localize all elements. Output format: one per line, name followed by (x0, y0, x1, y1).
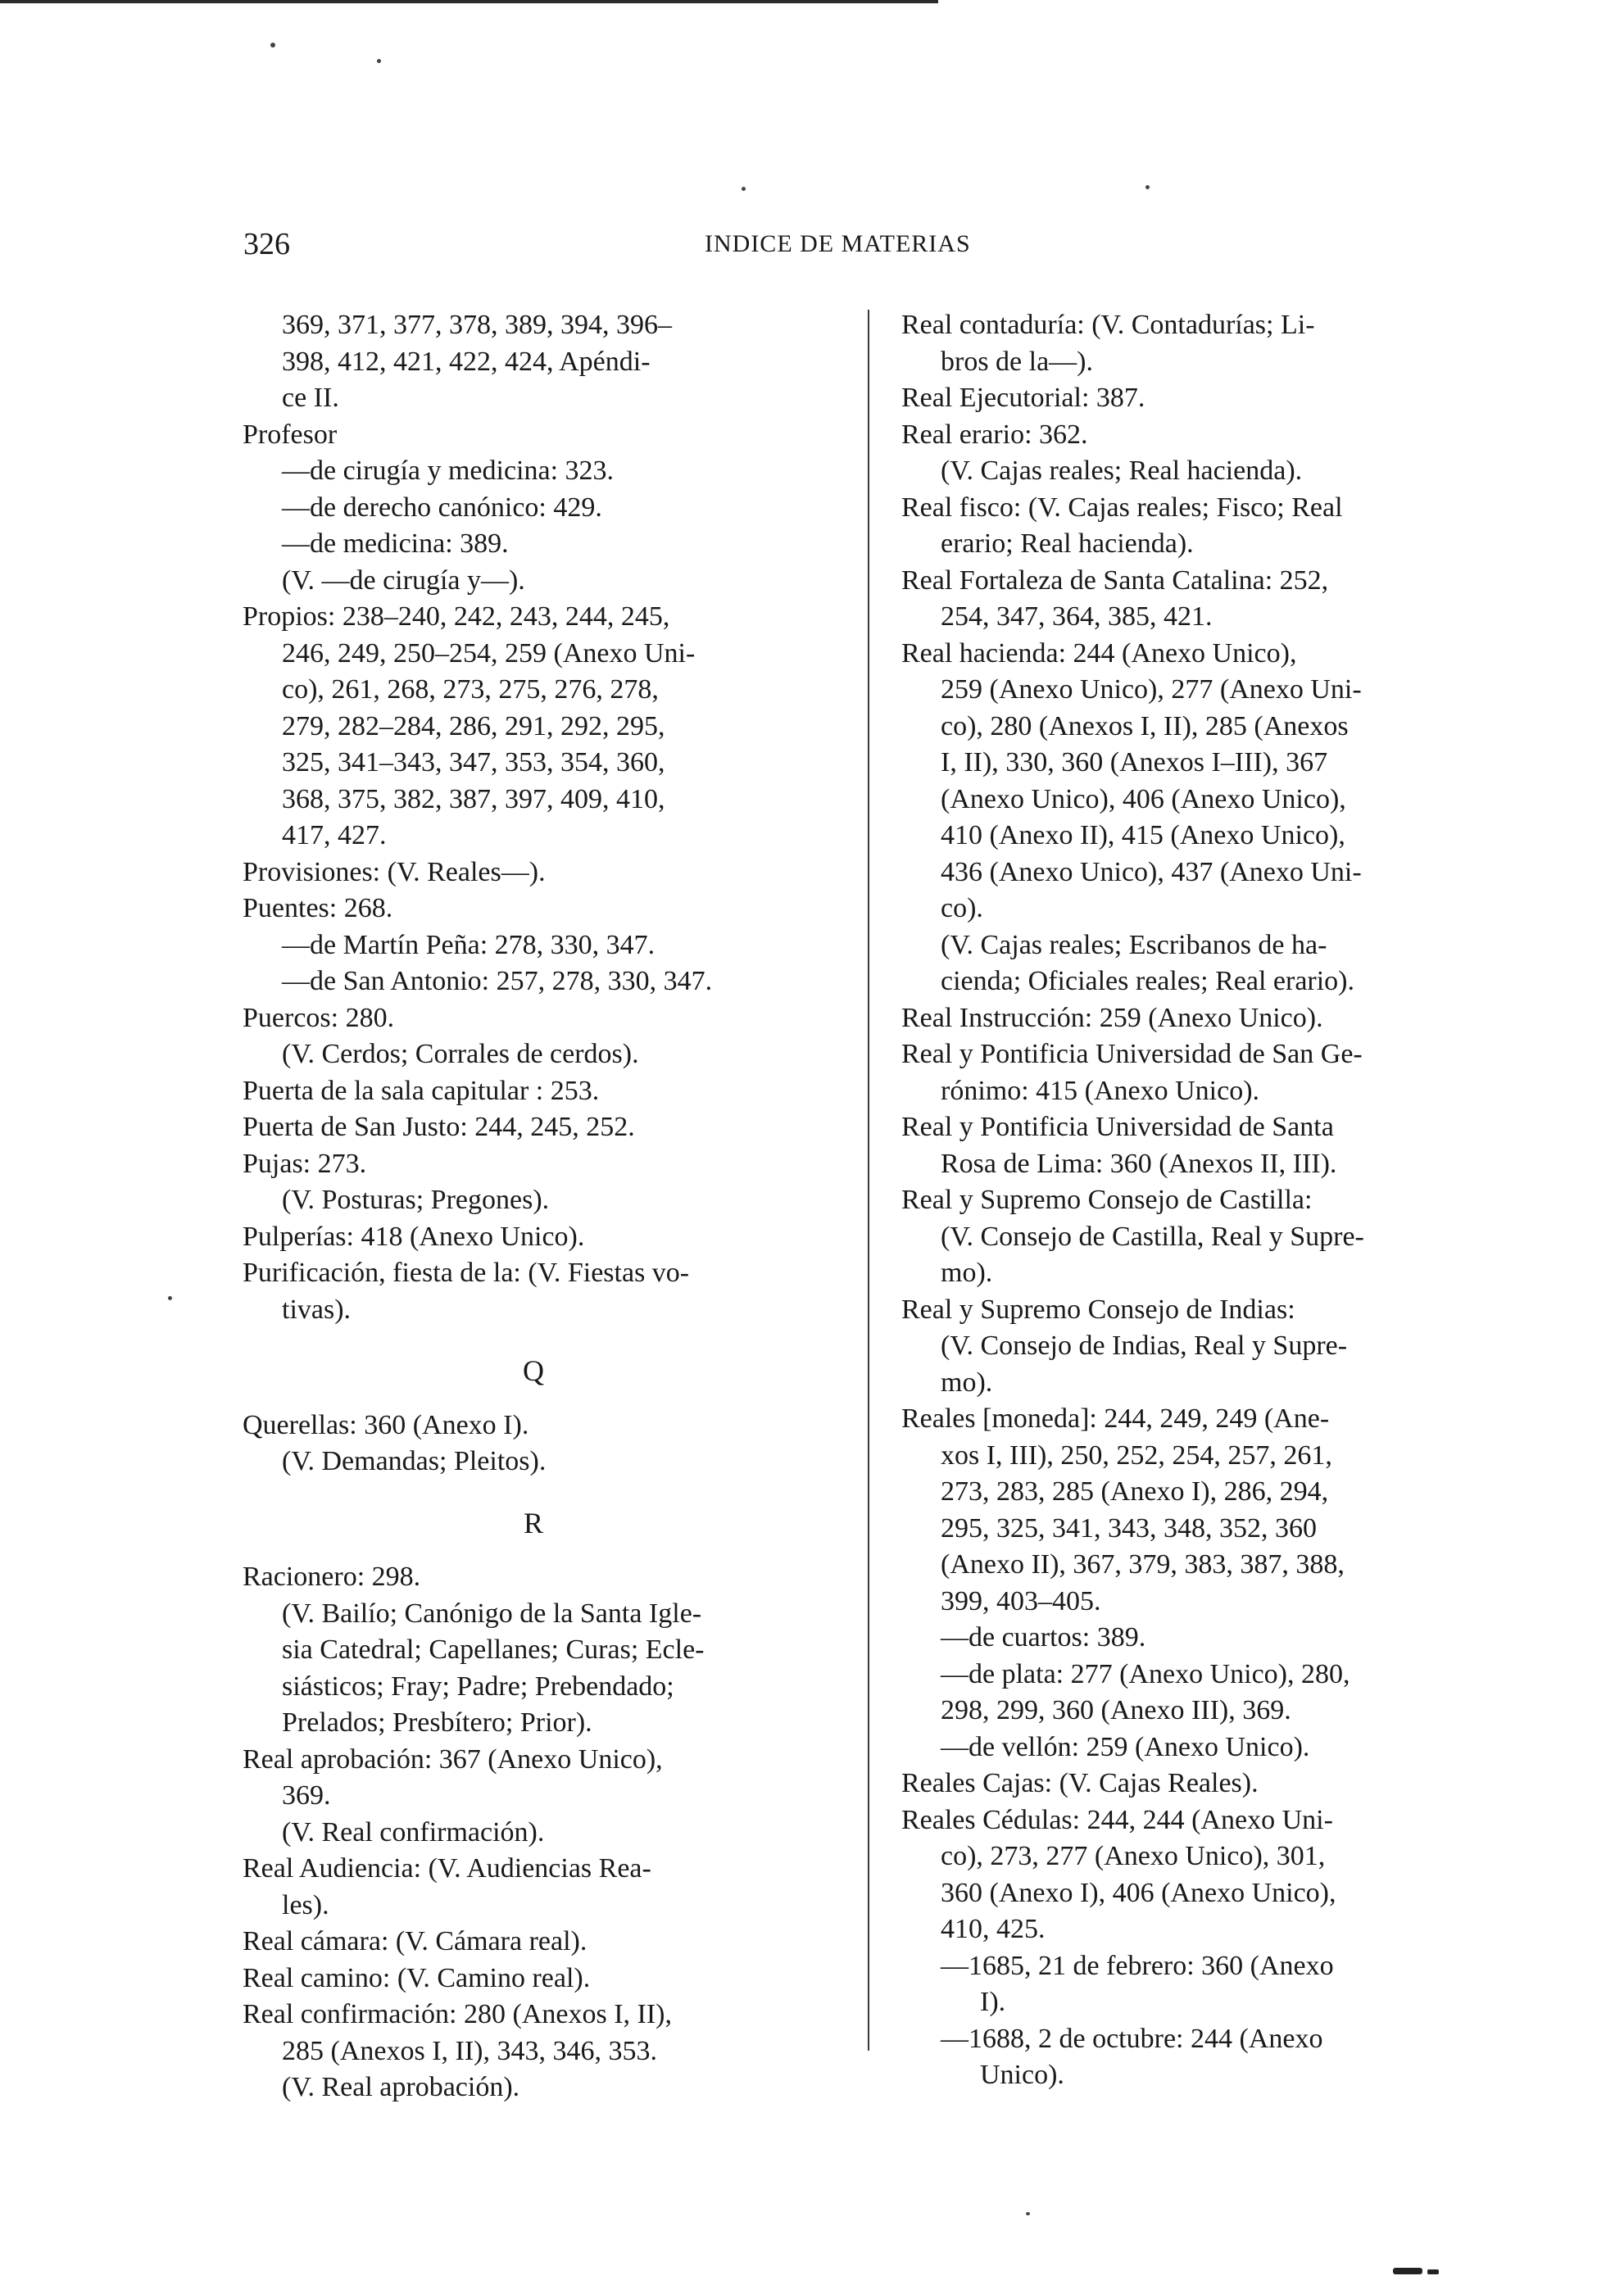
top-border-line (0, 0, 938, 3)
index-continuation: I). (980, 1987, 1006, 2017)
index-subentry: (V. Real aprobación). (282, 2072, 520, 2102)
index-continuation: 436 (Anexo Unico), 437 (Anexo Uni- (941, 856, 1362, 887)
index-continuation: xos I, III), 250, 252, 254, 257, 261, (941, 1439, 1332, 1471)
index-continuation: 369. (282, 1780, 331, 1811)
index-entry: Real Ejecutorial: 387. (901, 383, 1145, 413)
index-continuation: co), 273, 277 (Anexo Unico), 301, (941, 1841, 1326, 1871)
column-divider (868, 310, 869, 2051)
index-continuation: les). (282, 1889, 329, 1920)
index-continuation: 285 (Anexos I, II), 343, 346, 353. (282, 2035, 657, 2066)
index-continuation: 325, 341–343, 347, 353, 354, 360, (282, 747, 665, 778)
index-entry: Real erario: 362. (901, 419, 1088, 450)
index-entry: Real Audiencia: (V. Audiencias Rea- (243, 1853, 651, 1884)
section-spacer (243, 1541, 824, 1559)
index-entry: Reales [moneda]: 244, 249, 249 (Ane- (901, 1403, 1330, 1434)
scan-speck (168, 1296, 172, 1300)
index-continuation: Prelados; Presbítero; Prior). (282, 1707, 592, 1738)
index-continuation: co), 261, 268, 273, 275, 276, 278, (282, 674, 659, 705)
index-continuation: siásticos; Fray; Padre; Prebendado; (282, 1671, 674, 1702)
index-continuation: 360 (Anexo I), 406 (Anexo Unico), (941, 1877, 1336, 1908)
index-continuation: erario; Real hacienda). (941, 528, 1194, 559)
index-entry: Real y Pontificia Universidad de San Ge- (901, 1039, 1363, 1069)
scan-speck (377, 59, 381, 63)
index-continuation: cienda; Oficiales reales; Real erario). (941, 966, 1355, 996)
index-continuation: mo). (941, 1258, 993, 1288)
index-continuation: 410, 425. (941, 1914, 1046, 1944)
index-subentry: —de cuartos: 389. (941, 1622, 1146, 1653)
index-continuation: (Anexo II), 367, 379, 383, 387, 388, (941, 1549, 1345, 1580)
section-spacer (243, 1328, 824, 1353)
index-column-right (901, 307, 1491, 2094)
index-continuation: 410 (Anexo II), 415 (Anexo Unico), (941, 820, 1345, 850)
index-continuation: 254, 347, 364, 385, 421. (941, 601, 1213, 632)
index-entry: Propios: 238–240, 242, 243, 244, 245, (243, 601, 670, 632)
index-subentry: —de plata: 277 (Anexo Unico), 280, (941, 1658, 1350, 1689)
index-entry: Pulperías: 418 (Anexo Unico). (243, 1221, 585, 1252)
section-spacer (243, 1390, 824, 1408)
index-continuation: co). (941, 893, 983, 923)
index-continuation: co), 280 (Anexos I, II), 285 (Anexos (941, 710, 1349, 741)
index-entry: Provisiones: (V. Reales—). (243, 856, 546, 887)
index-continuation: 273, 283, 285 (Anexo I), 286, 294, (941, 1476, 1329, 1507)
index-subentry: (V. Consejo de Castilla, Real y Supre- (941, 1221, 1364, 1252)
index-subentry: (V. Cajas reales; Real hacienda). (941, 456, 1303, 486)
index-continuation: mo). (941, 1367, 993, 1398)
section-letter: R (523, 1506, 543, 1539)
index-entry: Pujas: 273. (243, 1148, 367, 1179)
index-continuation: 259 (Anexo Unico), 277 (Anexo Uni- (941, 674, 1362, 705)
index-entry: Real y Pontificia Universidad de Santa (901, 1112, 1334, 1142)
index-subentry: —de cirugía y medicina: 323. (282, 456, 615, 486)
index-subentry: (V. Bailío; Canónigo de la Santa Igle- (282, 1598, 702, 1629)
index-entry: Real confirmación: 280 (Anexos I, II), (243, 1999, 672, 2029)
index-subentry: —de Martín Peña: 278, 330, 347. (282, 929, 655, 960)
index-entry: Querellas: 360 (Anexo I). (243, 1409, 529, 1440)
index-entry: Puercos: 280. (243, 1002, 395, 1033)
index-entry: Real contaduría: (V. Contadurías; Li- (901, 310, 1315, 340)
index-subentry: (V. —de cirugía y—). (282, 564, 525, 596)
index-subentry: (V. Cerdos; Corrales de cerdos). (282, 1039, 639, 1069)
index-continuation: I, II), 330, 360 (Anexos I–III), 367 (941, 747, 1328, 778)
footer-printer-mark (1393, 2268, 1422, 2274)
index-entry: Puerta de la sala capitular : 253. (243, 1075, 600, 1106)
index-entry: Real Instrucción: 259 (Anexo Unico). (901, 1002, 1323, 1033)
scan-speck (742, 187, 746, 191)
section-letter: Q (523, 1354, 544, 1387)
index-subentry: —1685, 21 de febrero: 360 (Anexo (941, 1950, 1334, 1981)
index-subentry: (V. Consejo de Indias, Real y Supre- (941, 1331, 1348, 1361)
index-subentry: (V. Posturas; Pregones). (282, 1185, 550, 1215)
index-entry: Reales Cajas: (V. Cajas Reales). (901, 1768, 1259, 1798)
index-continuation: sia Catedral; Capellanes; Curas; Ecle- (282, 1634, 705, 1665)
index-entry: Real y Supremo Consejo de Indias: (901, 1294, 1295, 1325)
index-continuation: tivas). (282, 1294, 352, 1325)
index-entry: Real y Supremo Consejo de Castilla: (901, 1185, 1313, 1215)
index-entry: Puentes: 268. (243, 893, 393, 923)
index-continuation: ce II. (282, 383, 339, 413)
index-entry: Reales Cédulas: 244, 244 (Anexo Uni- (901, 1804, 1333, 1835)
index-entry: Real aprobación: 367 (Anexo Unico), (243, 1743, 663, 1775)
index-subentry: —de derecho canónico: 429. (282, 492, 602, 523)
index-entry: Puerta de San Justo: 244, 245, 252. (243, 1112, 635, 1142)
index-column-left (243, 307, 824, 2106)
index-continuation: (Anexo Unico), 406 (Anexo Unico), (941, 783, 1346, 814)
running-head: INDICE DE MATERIAS (705, 230, 971, 257)
index-subentry: (V. Cajas reales; Escribanos de ha- (941, 929, 1327, 960)
index-continuation: Unico). (980, 2060, 1064, 2090)
index-subentry: —de medicina: 389. (282, 528, 509, 559)
scan-speck (1145, 185, 1150, 189)
index-entry: Real hacienda: 244 (Anexo Unico), (901, 637, 1297, 669)
index-entry: Purificación, fiesta de la: (V. Fiestas vo- (243, 1258, 690, 1288)
index-subentry: —de San Antonio: 257, 278, 330, 347. (282, 966, 713, 996)
page-number: 326 (243, 227, 290, 261)
index-entry: Real cámara: (V. Cámara real). (243, 1926, 587, 1956)
index-continuation: 399, 403–405. (941, 1585, 1101, 1616)
scan-speck (270, 43, 275, 48)
index-entry: Real fisco: (V. Cajas reales; Fisco; Real (901, 492, 1343, 523)
index-continuation: 298, 299, 360 (Anexo III), 369. (941, 1695, 1291, 1725)
index-subentry: (V. Real confirmación). (282, 1816, 545, 1847)
index-subentry: —de vellón: 259 (Anexo Unico). (941, 1731, 1310, 1762)
index-continuation: 295, 325, 341, 343, 348, 352, 360 (941, 1512, 1317, 1544)
index-continuation: 246, 249, 250–254, 259 (Anexo Uni- (282, 637, 696, 669)
index-entry: Real Fortaleza de Santa Catalina: 252, (901, 564, 1329, 596)
index-continuation: bros de la—). (941, 346, 1094, 377)
section-spacer (243, 1480, 824, 1505)
footer-printer-mark (1427, 2269, 1439, 2274)
index-subentry: (V. Demandas; Pleitos). (282, 1446, 547, 1476)
index-entry: Racionero: 298. (243, 1562, 421, 1592)
index-continuation: 417, 427. (282, 820, 387, 850)
index-continuation: Rosa de Lima: 360 (Anexos II, III). (941, 1148, 1337, 1179)
index-subentry: —1688, 2 de octubre: 244 (Anexo (941, 2023, 1323, 2054)
index-continuation: 368, 375, 382, 387, 397, 409, 410, (282, 783, 665, 814)
scan-speck (1026, 2212, 1030, 2215)
index-entry: Real camino: (V. Camino real). (243, 1962, 591, 1993)
index-entry: Profesor (243, 419, 338, 450)
index-continuation: 398, 412, 421, 422, 424, Apéndi- (282, 346, 651, 377)
index-continuation: 369, 371, 377, 378, 389, 394, 396– (282, 310, 672, 340)
index-continuation: rónimo: 415 (Anexo Unico). (941, 1075, 1260, 1106)
index-continuation: 279, 282–284, 286, 291, 292, 295, (282, 710, 665, 741)
